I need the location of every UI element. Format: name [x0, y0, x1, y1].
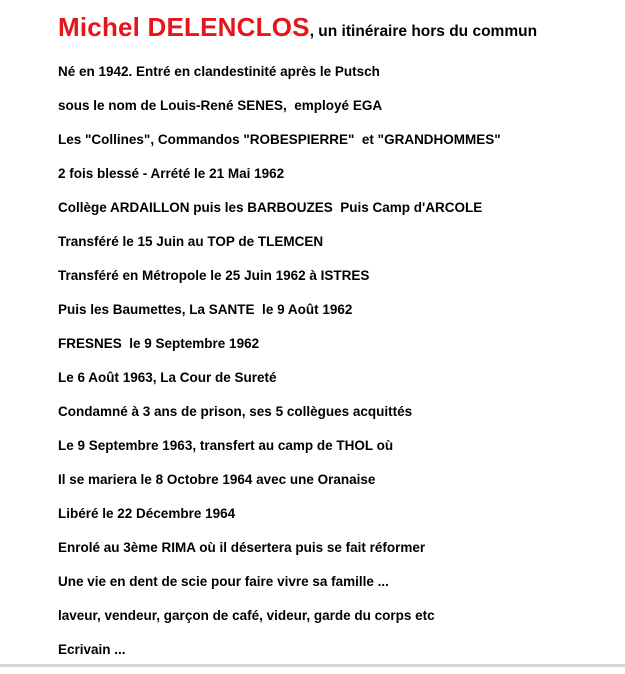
biography-line: Ecrivain ... — [58, 642, 126, 657]
biography-line: Une vie en dent de scie pour faire vivre sa famille ... — [58, 574, 389, 589]
biography-line: Le 6 Août 1963, La Cour de Sureté — [58, 370, 277, 385]
biography-line: Puis les Baumettes, La SANTE le 9 Août 1962 — [58, 302, 353, 317]
biography-line: laveur, vendeur, garçon de café, videur, garde du corps etc — [58, 608, 435, 623]
biography-line: Né en 1942. Entré en clandestinité après le Putsch — [58, 64, 380, 79]
biography-line: Transféré en Métropole le 25 Juin 1962 à ISTRES — [58, 268, 370, 283]
biography-line: Enrolé au 3ème RIMA où il désertera puis se fait réformer — [58, 540, 426, 555]
title-subtitle: , un itinéraire hors du commun — [309, 23, 538, 40]
biography-line: FRESNES le 9 Septembre 1962 — [58, 336, 260, 351]
biography-line: Condamné à 3 ans de prison, ses 5 collègues acquittés — [58, 404, 413, 419]
page-title — [58, 12, 537, 43]
biography-line: Libéré le 22 Décembre 1964 — [58, 506, 236, 521]
biography-line: Collège ARDAILLON puis les BARBOUZES Puis Camp d'ARCOLE — [58, 200, 483, 215]
biography-line: Transféré le 15 Juin au TOP de TLEMCEN — [58, 234, 324, 249]
biography-line: Les "Collines", Commandos "ROBESPIERRE" et "GRANDHOMMES" — [58, 132, 501, 147]
title-name: Michel DELENCLOS — [58, 12, 310, 42]
biography-line: Il se mariera le 8 Octobre 1964 avec une Oranaise — [58, 472, 376, 487]
biography-line: sous le nom de Louis-René SENES, employé EGA — [58, 98, 383, 113]
biography-line: 2 fois blessé - Arrété le 21 Mai 1962 — [58, 166, 285, 181]
biography-list — [58, 62, 501, 674]
biography-line: Le 9 Septembre 1963, transfert au camp de THOL où — [58, 438, 394, 453]
